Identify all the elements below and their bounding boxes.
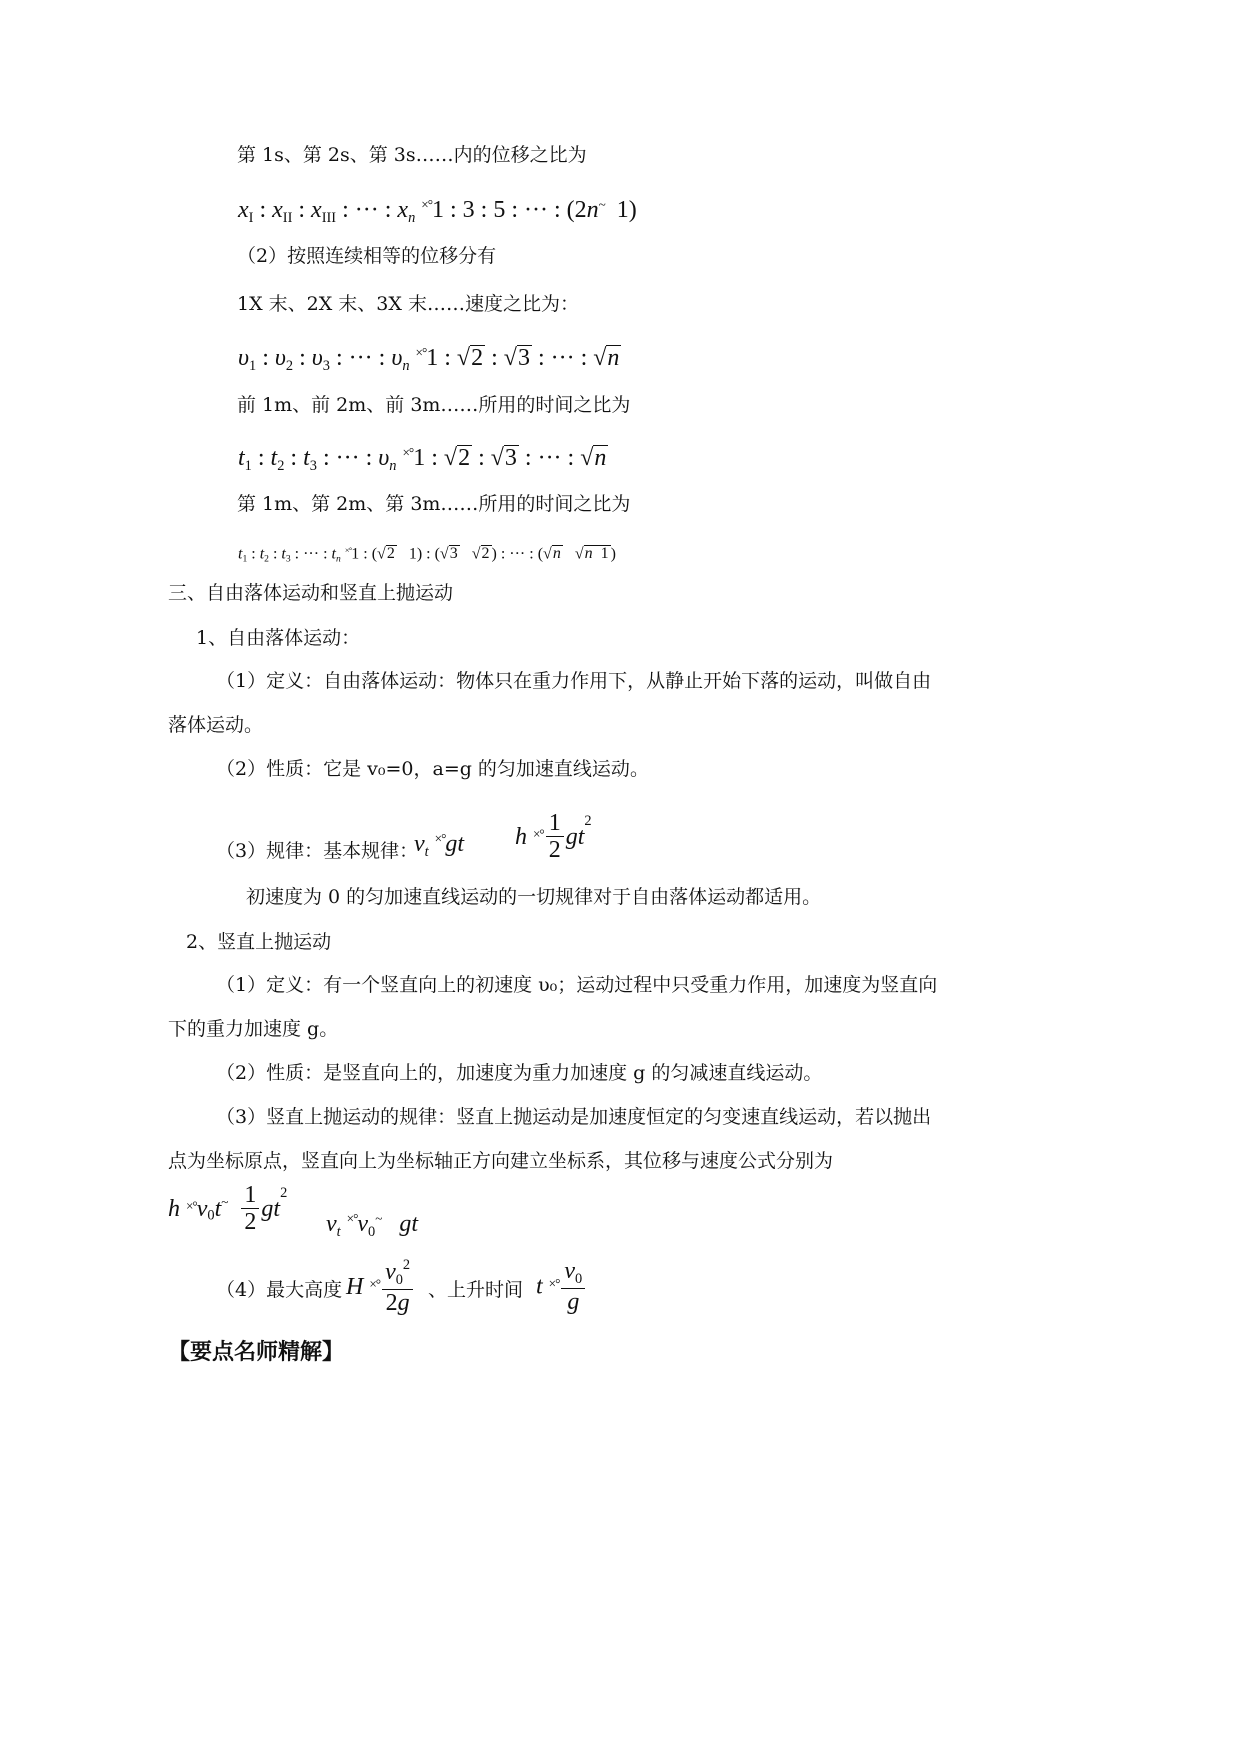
text-line: 1X 末、2X 末、3X 末……速度之比为： [237, 293, 579, 315]
garbled-equals-glyph: ×° [533, 826, 544, 842]
fraction: $\frac{1}{2}$ [546, 810, 564, 864]
text-line: （4）最大高度 [216, 1279, 343, 1301]
text-line: （3）竖直上抛运动的规律：竖直上抛运动是加速度恒定的匀变速直线运动，若以抛出 [216, 1106, 932, 1128]
fraction: $\frac{v_0}{g}$ [561, 1258, 585, 1315]
garbled-equals-glyph: ×° [369, 1276, 381, 1292]
subsection-heading: 1、自由落体运动： [196, 627, 361, 649]
fraction: $\frac{v_0^2}{2g}$ [382, 1258, 413, 1316]
formula-successive-time-ratio: $t_1$ : $t_2$ : $t_3$ : ··· : $t_n$ ×°1 : (√2 1) : (√3 √2 ) : ··· : (√n √n 1 ) [238, 545, 616, 565]
subsection-heading: 2、竖直上抛运动 [186, 931, 332, 953]
text-line: （1）定义：有一个竖直向上的初速度 υ₀；运动过程中只受重力作用，加速度为竖直向 [216, 974, 938, 996]
garbled-minus-glyph: ~ [221, 1194, 228, 1210]
section-heading: 三、自由落体运动和竖直上抛运动 [168, 582, 454, 604]
text-line: 点为坐标原点，竖直向上为坐标轴正方向建立坐标系，其位移与速度公式分别为 [168, 1150, 834, 1172]
text-line: （2）按照连续相等的位移分有 [237, 245, 497, 267]
formula-velocity-ratio: $\upsilon_1$ : $\upsilon_2$ : $\upsilon_3$ : ··· : $\upsilon_n$ ×°1 : √2 : √3 : ··· : √n [238, 344, 620, 374]
formula-time-ratio: $t_1$ : $t_2$ : $t_3$ : ··· : $\upsilon_n$ ×°1 : √2 : √3 : ··· : √n [238, 444, 607, 474]
formula-max-height: H ×° $\frac{v_0^2}{2g}$ [346, 1258, 415, 1328]
garbled-equals-glyph: ×° [421, 197, 432, 212]
garbled-equals-glyph: ×° [415, 345, 427, 360]
garbled-minus-glyph: ~ [598, 197, 605, 212]
text-line: 、上升时间 [428, 1279, 524, 1301]
text-line: 落体运动。 [168, 714, 264, 736]
text-line: （2）性质：它是 v₀=0，a=g 的匀加速直线运动。 [216, 758, 649, 780]
text-line: （2）性质：是竖直向上的，加速度为重力加速度 g 的匀减速直线运动。 [216, 1062, 823, 1084]
formula-rise-time: t ×° $\frac{v_0}{g}$ [536, 1258, 587, 1328]
formula-free-fall-height: h ×° $\frac{1}{2}$ $gt^2$ [515, 809, 592, 864]
garbled-equals-glyph: ×° [434, 831, 446, 846]
text-line: 初速度为 0 的匀加速直线运动的一切规律对于自由落体运动都适用。 [246, 886, 822, 908]
garbled-equals-glyph: ×° [344, 545, 352, 555]
section-heading-key-points: 【要点名师精解】 [168, 1340, 345, 1365]
formula-displacement-ratio: $x_I$ : $x_{II}$ : $x_{III}$ : ··· : $x_n$ ×°1 : 3 : 5 : ··· : (2n~ 1) [238, 196, 637, 226]
garbled-equals-glyph: ×° [186, 1198, 197, 1214]
formula-vertical-displacement: $h \times^\circ v_0t^\sim$ $\frac{1}{2}$ $gt^2$ [168, 1181, 288, 1236]
text-line: 第 1m、第 2m、第 3m……所用的时间之比为 [237, 493, 631, 515]
text-line: 前 1m、前 2m、前 3m……所用的时间之比为 [237, 394, 631, 416]
garbled-equals-glyph: ×° [402, 445, 414, 460]
text-line: （1）定义：自由落体运动：物体只在重力作用下，从静止开始下落的运动，叫做自由 [216, 670, 932, 692]
garbled-equals-glyph: ×° [346, 1211, 358, 1226]
formula-tail: 1 : 3 : 5 : ··· : (2 [431, 196, 587, 223]
formula-vertical-velocity: $v_t$ $^{\times^\circ}v_0^\sim$ gt [326, 1210, 419, 1240]
garbled-equals-glyph: ×° [548, 1276, 560, 1292]
text-line: 第 1s、第 2s、第 3s……内的位移之比为 [237, 144, 587, 166]
formula-free-fall-velocity: $v_t$ ×°gt [414, 830, 465, 860]
text-line: 下的重力加速度 g。 [168, 1018, 339, 1040]
fraction: $\frac{1}{2}$ [241, 1182, 259, 1236]
garbled-minus-glyph: ~ [375, 1211, 382, 1226]
text-line: （3）规律：基本规律： [216, 840, 419, 862]
